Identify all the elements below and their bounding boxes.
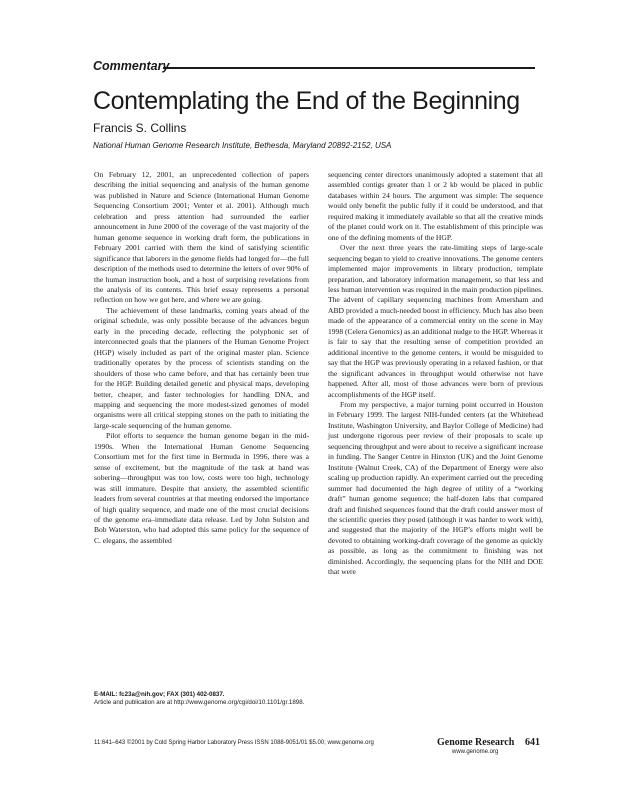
journal-url: www.genome.org — [452, 749, 499, 755]
paragraph: From my perspective, a major turning point occurred in Houston in February 1999. The largest NIH-funded centers (at the Whitehead Institute, Washington University, and Baylor College of Medicine) had just undergone rigorous peer review of their proposals to scale up sequencing throughput and were about to receive a significant increase in funding. The Sanger Centre in Hinxton (UK) and the Joint Genome Institute (Walnut Creek, CA) of the Department of Energy were also scaling up production rapidly. An experiment carried out the preceding summer had documented the high degree of utility of a “working draft” human genome sequence; the half-dozen labs that compared draft and finished sequences found that the draft could answer most of the scientific queries they posed (although it was harder to work with), and suggested that the majority of the HGP’s efforts might well be devoted to obtaining working-draft coverage of the genome as quickly as possible, as long as the commitment to finishing was not diminished. Accordingly, the sequencing plans for the NIH and DOE that were — [328, 399, 543, 577]
paragraph: Over the next three years the rate-limiting steps of large-scale sequencing began to yield to creative innovations. The genome centers implemented major improvements in library production, template preparation, and laboratory information management, so that less and less human intervention was required in the main production pipelines. The advent of capillary sequencing machines from Amersham and ABD provided a much-needed boost in efficiency. Much has also been made of the appearance of a commercial entity on the scene in May 1998 (Celera Genomics) as an additional nudge to the HGP. Whereas it is fair to say that the resulting sense of competition provided an additional incentive to the genome centers, it would be misguided to say that the HGP was previously operating in a relaxed fashion, or that the significant advances in throughput would otherwise not have happened. After all, most of those advances were born of previous accomplishments of the HGP itself. — [328, 243, 543, 399]
paragraph: On February 12, 2001, an unprecedented collection of papers describing the initial sequencing and analysis of the human genome was published in Nature and Science (International Human Genome Sequencing Consortium 2001; Venter et al. 2001). Although much celebration and press attention had surrounded the earlier announcement in June 2000 of the coverage of the vast majority of the human genome sequence in working draft form, the publications in February 2001 carried with them the kind of satisfying scientific significance that laborers in the genome fields had longed for—the full description of the methods used to determine the letters of over 90% of the human instruction book, and a host of surprising revelations from the analysis of its contents. This brief essay represents a personal reflection on how we got here, and where we are going. — [94, 170, 309, 305]
body-column-right — [328, 170, 543, 578]
page-number: 641 — [525, 737, 540, 748]
journal-name: Genome Research — [437, 737, 515, 748]
header-rule — [163, 67, 535, 69]
paragraph: sequencing center directors unanimously adopted a statement that all assembled contigs greater than 1 or 2 kb would be placed in public databases within 24 hours. The argument was simple: The sequence would only benefit the public fully if it could be understood, and that required making it immediately available so that all the creative minds of the planet could work on it. The establishment of this principle was one of the defining moments of the HGP. — [328, 170, 543, 242]
section-label: Commentary — [93, 59, 170, 73]
body-column-left — [94, 170, 309, 546]
footer-citation: 11:641–643 ©2001 by Cold Spring Harbor Laboratory Press ISSN 1088-9051/01 $5.00; www.genome.org — [94, 740, 374, 746]
paragraph: Pilot efforts to sequence the human genome began in the mid-1990s. When the International Human Genome Sequencing Consortium met for the first time in Bermuda in 1996, there was a sense of excitement, but the magnitude of the task at hand was sobering—throughput was too low, costs were too high, technology was still immature. Despite that anxiety, the assembled scientific leaders from several countries at that meeting endorsed the importance of high quality sequence, and made one of the most crucial decisions of the genome era–immediate data release. Led by John Sulston and Bob Waterston, who had adopted this same policy for the sequence of C. elegans, the assembled — [94, 431, 309, 545]
paragraph: The achievement of these landmarks, coming years ahead of the original schedule, was only possible because of the advances begun early in the preceding decade, reflecting the polyphonic set of interconnected goals that the planners of the Human Genome Project (HGP) wisely included as part of the original master plan. Science traditionally operates by the process of scientists standing on the shoulders of those who came before, and that has certainly been true for the HGP. Building detailed genetic and physical maps, developing better, cheaper, and faster technologies for handling DNA, and mapping and sequencing the more modest-sized genomes of model organisms were all critical stepping stones on the path to initiating the large-scale sequencing of the human genome. — [94, 305, 309, 430]
author-name: Francis S. Collins — [93, 121, 187, 135]
footnote — [94, 691, 309, 707]
article-info: Article and publication are at http://www.genome.org/cgi/doi/10.1101/gr.1898. — [94, 699, 305, 707]
author-affiliation: National Human Genome Research Institute, Bethesda, Maryland 20892-2152, USA — [93, 141, 392, 150]
article-title: Contemplating the End of the Beginning — [93, 87, 520, 115]
contact-info: E-MAIL: fc23a@nih.gov; FAX (301) 402-0837. — [94, 691, 225, 698]
